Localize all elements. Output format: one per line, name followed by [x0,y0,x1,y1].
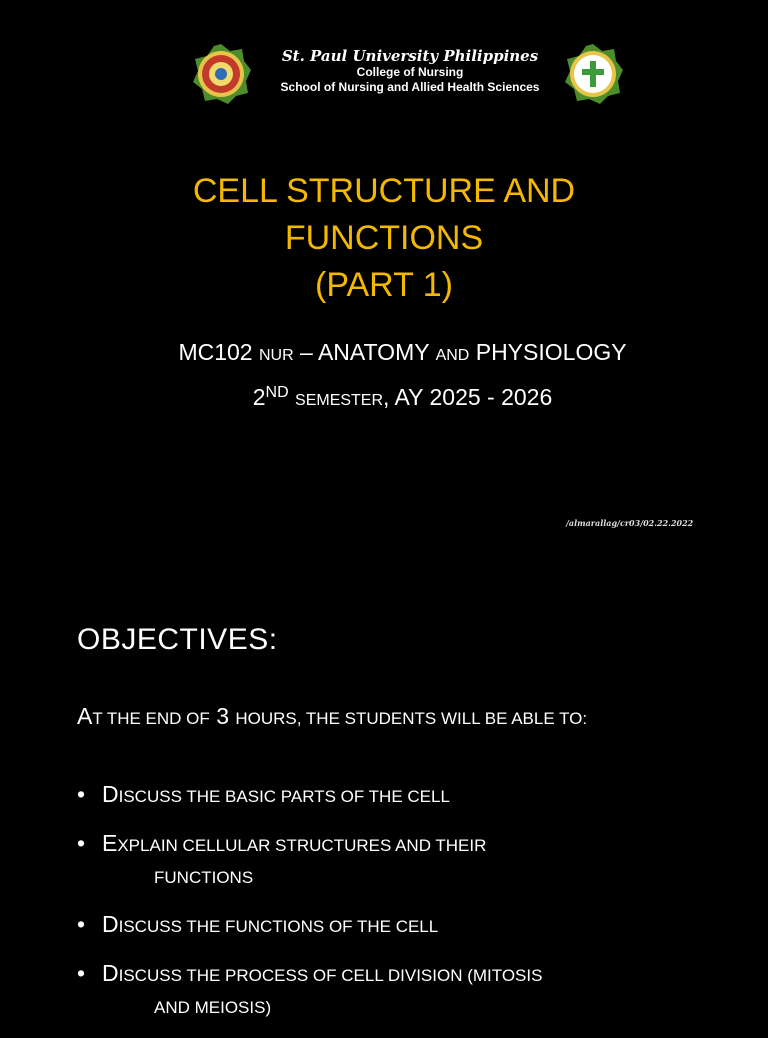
university-block [240,47,580,95]
academic-year: , AY 2025 - 2026 [383,384,553,410]
title-line-1: CELL STRUCTURE AND [192,172,576,210]
school-name: School of Nursing and Allied Health Sciences [280,80,540,94]
objectives-title: OBJECTIVES: [77,623,278,656]
objective-text: XPLAIN CELLULAR STRUCTURES AND THEIR [117,836,487,855]
intro-text-1: T THE END OF [92,709,210,728]
slide-title [0,168,768,309]
college-name: College of Nursing [356,65,464,79]
author-signature: /almarallag/cr03/02.22.2022 [566,518,694,528]
university-name: St. Paul University Philippines [281,47,539,65]
course-program: NUR [258,347,294,364]
course-word-physiology: PHYSIOLOGY [475,339,627,365]
objective-continuation: AND MEIOSIS) [154,998,272,1017]
objective-text: ISCUSS THE PROCESS OF CELL DIVISION (MITOSIS [118,966,543,985]
intro-first-letter: A [77,703,93,729]
course-code: MC102 [178,339,253,365]
slide-header [0,40,768,104]
objectives-slide [0,588,768,1024]
objective-first-letter: D [102,911,119,937]
objective-first-letter: E [102,830,118,856]
objective-text: ISCUSS THE BASIC PARTS OF THE CELL [118,787,450,806]
objective-item [77,957,737,1024]
objective-item [77,778,737,813]
objective-item [77,827,737,894]
course-word-anatomy: ANATOMY [317,339,430,365]
objective-item [77,908,737,943]
objective-first-letter: D [102,781,119,807]
semester-suffix: ND [265,384,289,401]
nursing-school-seal-icon [562,43,624,105]
semester-line [0,382,768,416]
title-line-2: FUNCTIONS [284,219,484,257]
objectives-intro [77,700,727,735]
semester-number: 2 [252,384,266,410]
objective-first-letter: D [102,960,119,986]
intro-text-2: HOURS, THE STUDENTS WILL BE ABLE TO: [235,709,588,728]
course-dash: – [300,339,313,365]
course-and: AND [435,347,470,364]
title-line-3: (PART 1) [315,266,453,304]
intro-number: 3 [216,703,229,729]
course-line [0,337,768,371]
objective-text: ISCUSS THE FUNCTIONS OF THE CELL [118,917,439,936]
semester-label: SEMESTER [295,392,384,409]
objectives-list [77,778,737,1038]
objective-continuation: FUNCTIONS [154,868,254,887]
